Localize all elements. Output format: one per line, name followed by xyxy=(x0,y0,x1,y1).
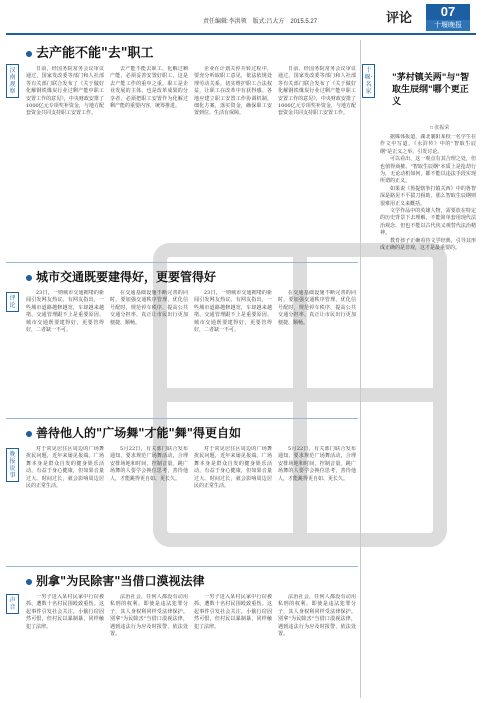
article-2-col-1 xyxy=(26,290,104,412)
right-column-body xyxy=(380,134,476,698)
paragraph: 法治社会，任何人都没有动用私刑的权利。即使是违法犯罪分子，其人身权利同样受法律保护。别拿"为民除害"当借口漠视法律，遇到违法行为应及时报警，依法处置。 xyxy=(278,594,356,638)
tag-article-4: 声音 xyxy=(6,594,19,614)
page-number: 07 xyxy=(426,4,470,20)
paragraph: 一男子进入某村民家中行窃被抓，遭数十名村民围殴致重伤。这起事件引发社会关注。小偷行窃固然可恨，但村民以暴制暴，同样触犯了法律。 xyxy=(26,594,104,630)
paragraph: 23日，一则城市交通拥堵的新闻引发网友热议。有网友指出，一些城市道路越修越宽，车却越来越堵，交通管理跟不上是重要原因。城市交通既要建得好，更要管得好，二者缺一不可。 xyxy=(194,290,272,334)
paragraph: 在交通基础设施不断完善的同时，要加强交通秩序管理，优化信号配时，规范停车秩序，提高公共交通分担率，真正让市民出行更加便捷、顺畅。 xyxy=(110,290,188,326)
article-1-col-1 xyxy=(26,66,104,258)
header-rule xyxy=(6,33,476,35)
right-byline: □ 张振荣 xyxy=(430,125,450,131)
paragraph: 企业在计划关停并转过程中，要充分听取职工意见，依法依规处理劳动关系，切实维护职工合法权益，让职工在改革中有获得感。各地应建立职工安置工作协调机制，细化方案，落实资金，确保职工安置到位、生活有保障。 xyxy=(194,66,272,117)
article-1-col-3 xyxy=(194,66,272,258)
paragraph: 在交通基础设施不断完善的同时，要加强交通秩序管理，优化信号配时，规范停车秩序，提高公共交通分担率，真正让市民出行更加便捷、顺畅。 xyxy=(278,290,356,326)
tag-right: 十堰·名家 xyxy=(362,64,375,98)
divider xyxy=(6,418,358,419)
paragraph: 5月22日，有关部门联合发布通知，要求规范广场舞活动，合理安排场地和时间，控制音量。跳广场舞的人要学会换位思考，善待他人，才能跳得更自如、更长久。 xyxy=(110,446,188,482)
page-header xyxy=(0,0,482,34)
paragraph: 可以看出，这一观点有其合理之处，但也值得商榷。"智取生辰纲"本质上是抢劫行为，无论动机如何，都不能以违法手段实现所谓的正义。 xyxy=(380,156,476,185)
bullet-icon xyxy=(26,431,32,437)
headline-article-2 xyxy=(26,268,216,285)
article-1-col-4 xyxy=(278,66,356,258)
paragraph: 去产能不能去职工。化解过剩产能，必须妥善安置好职工，这是去产能工作的重中之重。职工是企业发展的主体，也是改革成果的分享者，必须把职工安置作为化解过剩产能的重要内容，统筹推进。 xyxy=(110,66,188,110)
bullet-icon xyxy=(26,579,32,585)
paragraph: 教育孩子正确看待文学经典，引导其形成正确的是非观，这才是最重要的。 xyxy=(380,237,476,252)
article-3-col-4 xyxy=(278,446,356,560)
paragraph: 据媒体报道，湖北襄阳某校一名学生在作文中写道，《水浒传》中的"智取生辰纲"是正义之举，引发讨论。 xyxy=(380,134,476,155)
article-4-col-2 xyxy=(110,594,188,698)
article-3-col-2 xyxy=(110,446,188,560)
paragraph: 法治社会，任何人都没有动用私刑的权利。即使是违法犯罪分子，其人身权利同样受法律保护。别拿"为民除害"当借口漠视法律，遇到违法行为应及时报警，依法处置。 xyxy=(110,594,188,638)
bullet-icon xyxy=(26,51,32,57)
divider xyxy=(6,262,358,263)
right-headline: "茅村镇关两"与"智取生辰纲"哪个更正义 xyxy=(392,73,470,107)
tag-article-1: 汉南观察 xyxy=(6,64,19,98)
paragraph: 一男子进入某村民家中行窃被抓，遭数十名村民围殴致重伤。这起事件引发社会关注。小偷行窃固然可恨，但村民以暴制暴，同样触犯了法律。 xyxy=(194,594,272,630)
headline-article-4 xyxy=(26,572,205,589)
article-4-col-4 xyxy=(278,594,356,698)
article-2-col-2 xyxy=(110,290,188,412)
column-separator xyxy=(360,40,361,698)
paragraph: 日前，经国务院常务会议审议通过，国家发改委等部门和人社部等有关部门联合发布了《关于做好化解钢铁煤炭行业过剩产能中职工安置工作的意见》，中央财政安排了1000亿元专项奖补资金，与地方配套资金共同支持职工安置工作。 xyxy=(278,66,356,117)
paragraph: 23日，一则城市交通拥堵的新闻引发网友热议。有网友指出，一些城市道路越修越宽，车却越来越堵，交通管理跟不上是重要原因。城市交通既要建得好，更要管得好，二者缺一不可。 xyxy=(26,290,104,334)
paragraph: 日前，经国务院常务会议审议通过，国家发改委等部门和人社部等有关部门联合发布了《关于做好化解钢铁煤炭行业过剩产能中职工安置工作的意见》，中央财政安排了1000亿元专项奖补资金，与地方配套资金共同支持职工安置工作。 xyxy=(26,66,104,117)
article-3-col-3 xyxy=(194,446,272,560)
article-4-col-1 xyxy=(26,594,104,698)
headline-article-3 xyxy=(26,424,241,441)
bullet-icon xyxy=(26,275,32,281)
paragraph: 5月22日，有关部门联合发布通知，要求规范广场舞活动，合理安排场地和时间，控制音量。跳广场舞的人要学会换位思考，善待他人，才能跳得更自如、更长久。 xyxy=(278,446,356,482)
paragraph: 如果说《鲁提辖拳打镇关西》中的鲁智深是路见不平拔刀相助，那么智取生辰纲则很难用正义来概括。 xyxy=(380,185,476,207)
headline-text: 善待他人的"广场舞"才能"舞"得更自如 xyxy=(36,426,242,440)
divider xyxy=(6,566,358,567)
section-title: 评论 xyxy=(386,11,413,26)
article-2-col-3 xyxy=(194,290,272,412)
tag-article-3: 晚报说事 xyxy=(6,448,19,482)
article-2-col-4 xyxy=(278,290,356,412)
staff-line: 责任编辑:李洪领 版式:吕大方 2015.5.27 xyxy=(203,19,318,25)
headline-text: 别拿"为民除害"当借口漠视法律 xyxy=(36,574,205,588)
paragraph: 对于常见居住区周边的广场舞扰民问题，近年来屡见报端。广场舞本身是群众自发的健身娱乐活动，有益于身心健康，但如果音量过大、时间过长，就会影响周边居民的正常生活。 xyxy=(194,446,272,490)
headline-article-1 xyxy=(26,42,154,61)
headline-text: 去产能不能"去"职工 xyxy=(36,46,154,61)
article-1-col-2 xyxy=(110,66,188,258)
paper-name: 十堰晚报 xyxy=(426,20,470,31)
article-3-col-1 xyxy=(26,446,104,560)
paragraph: 文学作品中的英雄人物，需要放在特定的历史背景下去理解，不能简单套用现代法治观念，但也不能以古代侠义观替代法治精神。 xyxy=(380,208,476,237)
article-4-col-3 xyxy=(194,594,272,698)
tag-article-2: 评论 xyxy=(6,292,19,312)
paragraph: 对于常见居住区周边的广场舞扰民问题，近年来屡见报端。广场舞本身是群众自发的健身娱乐活动，有益于身心健康，但如果音量过大、时间过长，就会影响周边居民的正常生活。 xyxy=(26,446,104,490)
headline-text: 城市交通既要建得好，更要管得好 xyxy=(36,270,217,284)
